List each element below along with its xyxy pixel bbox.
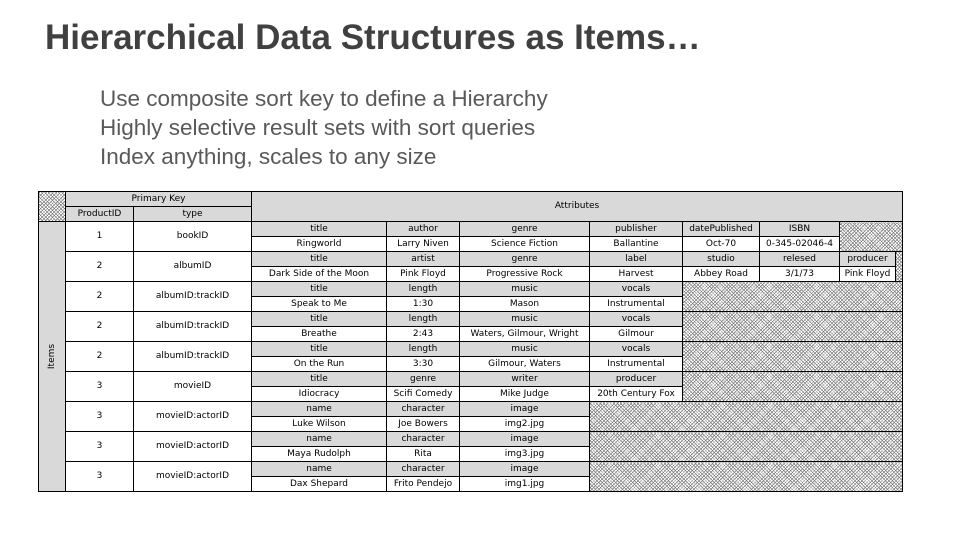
attribute-value-cell: Idiocracy — [252, 387, 387, 402]
attribute-name-cell: length — [387, 282, 460, 297]
type-cell: bookID — [134, 222, 252, 252]
attribute-value-cell: img2.jpg — [460, 417, 590, 432]
attribute-value-cell: img3.jpg — [460, 447, 590, 462]
primary-key-header: Primary Key — [66, 192, 252, 207]
attribute-value-cell: Pink Floyd — [840, 267, 896, 282]
header-row — [39, 192, 903, 207]
attribute-value-cell: Abbey Road — [683, 267, 760, 282]
empty-hatched-cell — [840, 222, 903, 252]
attribute-value-cell: Dark Side of the Moon — [252, 267, 387, 282]
attribute-name-cell: title — [252, 312, 387, 327]
attribute-value-cell: Speak to Me — [252, 297, 387, 312]
type-cell: movieID:actorID — [134, 402, 252, 432]
attribute-name-cell: music — [460, 282, 590, 297]
attribute-name-cell: title — [252, 342, 387, 357]
attribute-name-cell: character — [387, 402, 460, 417]
attribute-value-cell: Harvest — [590, 267, 683, 282]
attribute-name-cell: genre — [460, 252, 590, 267]
empty-hatched-cell — [683, 312, 903, 342]
attribute-value-cell: Ringworld — [252, 237, 387, 252]
attribute-name-cell: relesed — [760, 252, 840, 267]
empty-hatched-cell — [590, 402, 903, 432]
type-cell: movieID:actorID — [134, 432, 252, 462]
attribute-header-row — [39, 402, 903, 417]
attribute-name-cell: artist — [387, 252, 460, 267]
attribute-name-cell: title — [252, 222, 387, 237]
attribute-value-cell: Larry Niven — [387, 237, 460, 252]
attribute-value-cell: 20th Century Fox — [590, 387, 683, 402]
attribute-value-cell: Frito Pendejo — [387, 477, 460, 492]
attribute-name-cell: image — [460, 432, 590, 447]
type-cell: albumID — [134, 252, 252, 282]
attribute-name-cell: publisher — [590, 222, 683, 237]
product-id-cell: 2 — [66, 342, 134, 372]
attribute-name-cell: title — [252, 372, 387, 387]
attribute-header-row — [39, 342, 903, 357]
attribute-value-cell: Luke Wilson — [252, 417, 387, 432]
type-cell: albumID:trackID — [134, 282, 252, 312]
product-id-cell: 3 — [66, 432, 134, 462]
attribute-value-cell: Gilmour, Waters — [460, 357, 590, 372]
attribute-name-cell: vocals — [590, 342, 683, 357]
slide-title: Hierarchical Data Structures as Items… — [45, 18, 701, 57]
attribute-name-cell: vocals — [590, 282, 683, 297]
attribute-name-cell: music — [460, 312, 590, 327]
attribute-name-cell: writer — [460, 372, 590, 387]
type-cell: albumID:trackID — [134, 342, 252, 372]
type-cell: albumID:trackID — [134, 312, 252, 342]
attribute-header-row — [39, 222, 903, 237]
attribute-header-row — [39, 462, 903, 477]
type-cell: movieID — [134, 372, 252, 402]
attribute-name-cell: author — [387, 222, 460, 237]
attribute-name-cell: image — [460, 402, 590, 417]
attribute-value-cell: Waters, Gilmour, Wright — [460, 327, 590, 342]
attribute-value-cell: Rita — [387, 447, 460, 462]
bullet-item: Index anything, scales to any size — [100, 144, 437, 169]
empty-hatched-cell — [590, 432, 903, 462]
attribute-header-row — [39, 282, 903, 297]
attribute-name-cell: genre — [460, 222, 590, 237]
attribute-name-cell: label — [590, 252, 683, 267]
attribute-value-cell: Joe Bowers — [387, 417, 460, 432]
attribute-value-cell: img1.jpg — [460, 477, 590, 492]
attribute-value-cell: Pink Floyd — [387, 267, 460, 282]
empty-hatched-cell — [590, 462, 903, 492]
attribute-header-row — [39, 312, 903, 327]
type-header: type — [134, 207, 252, 222]
items-table — [38, 191, 903, 492]
attribute-name-cell: producer — [590, 372, 683, 387]
attribute-name-cell: name — [252, 432, 387, 447]
items-label-cell — [39, 222, 66, 492]
attribute-name-cell: ISBN — [760, 222, 840, 237]
attribute-header-row — [39, 372, 903, 387]
product-id-cell: 1 — [66, 222, 134, 252]
items-label: Items — [47, 343, 58, 370]
attribute-value-cell: Dax Shepard — [252, 477, 387, 492]
product-id-cell: 3 — [66, 462, 134, 492]
attribute-value-cell: Instrumental — [590, 357, 683, 372]
corner-cell — [39, 192, 66, 222]
attribute-name-cell: image — [460, 462, 590, 477]
attribute-name-cell: name — [252, 462, 387, 477]
attribute-name-cell: name — [252, 402, 387, 417]
attribute-name-cell: producer — [840, 252, 896, 267]
attribute-value-cell: 2:43 — [387, 327, 460, 342]
attribute-name-cell: length — [387, 342, 460, 357]
product-id-header: ProductID — [66, 207, 134, 222]
empty-hatched-cell — [683, 372, 903, 402]
attribute-header-row — [39, 432, 903, 447]
bullet-list — [100, 84, 548, 171]
attribute-value-cell: 1:30 — [387, 297, 460, 312]
attribute-value-cell: Gilmour — [590, 327, 683, 342]
attribute-value-cell: Oct-70 — [683, 237, 760, 252]
attribute-name-cell: title — [252, 282, 387, 297]
empty-hatched-cell — [896, 252, 903, 282]
attribute-name-cell: character — [387, 432, 460, 447]
attribute-name-cell: vocals — [590, 312, 683, 327]
attribute-value-cell: Breathe — [252, 327, 387, 342]
attribute-name-cell: title — [252, 252, 387, 267]
attribute-name-cell: datePublished — [683, 222, 760, 237]
attribute-value-cell: On the Run — [252, 357, 387, 372]
attribute-header-row — [39, 252, 903, 267]
attribute-name-cell: length — [387, 312, 460, 327]
attributes-header: Attributes — [252, 192, 903, 222]
product-id-cell: 2 — [66, 252, 134, 282]
product-id-cell: 2 — [66, 282, 134, 312]
attribute-value-cell: 3/1/73 — [760, 267, 840, 282]
attribute-value-cell: Mike Judge — [460, 387, 590, 402]
items-table-container — [38, 191, 902, 492]
bullet-item: Highly selective result sets with sort queries — [100, 115, 536, 140]
product-id-cell: 2 — [66, 312, 134, 342]
attribute-name-cell: music — [460, 342, 590, 357]
attribute-value-cell: Maya Rudolph — [252, 447, 387, 462]
attribute-name-cell: character — [387, 462, 460, 477]
attribute-value-cell: Progressive Rock — [460, 267, 590, 282]
attribute-value-cell: Scifi Comedy — [387, 387, 460, 402]
attribute-value-cell: Ballantine — [590, 237, 683, 252]
attribute-value-cell: Mason — [460, 297, 590, 312]
attribute-value-cell: 3:30 — [387, 357, 460, 372]
attribute-value-cell: Science Fiction — [460, 237, 590, 252]
type-cell: movieID:actorID — [134, 462, 252, 492]
empty-hatched-cell — [683, 342, 903, 372]
attribute-value-cell: 0-345-02046-4 — [760, 237, 840, 252]
empty-hatched-cell — [683, 282, 903, 312]
bullet-item: Use composite sort key to define a Hierarchy — [100, 86, 548, 111]
attribute-name-cell: studio — [683, 252, 760, 267]
attribute-name-cell: genre — [387, 372, 460, 387]
product-id-cell: 3 — [66, 402, 134, 432]
product-id-cell: 3 — [66, 372, 134, 402]
attribute-value-cell: Instrumental — [590, 297, 683, 312]
